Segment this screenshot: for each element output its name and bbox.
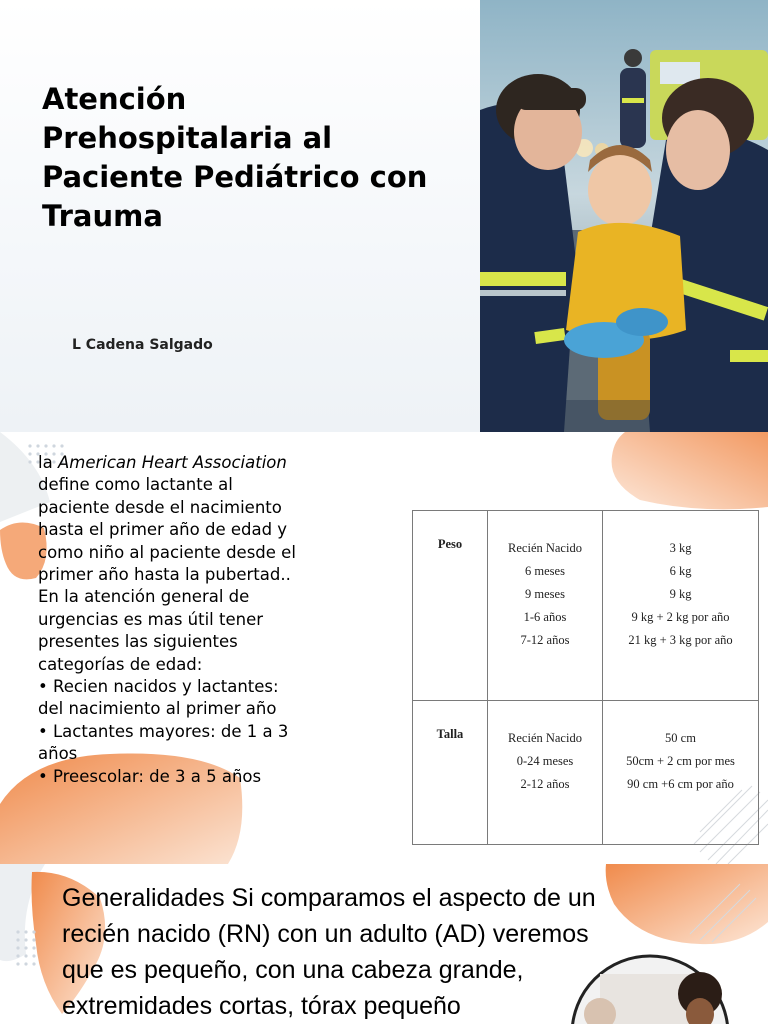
age-column-cell [488,511,603,701]
bullet-item: • Preescolar: de 3 a 5 años [38,766,262,786]
table-cell: 9 kg [669,587,692,601]
table-cell: 0-24 meses [516,754,574,768]
table-cell: 7-12 años [520,633,570,647]
table-cell: 9 meses [525,587,565,601]
value-column-cell [603,701,759,845]
intro-rest: define como lactante al paciente desde el nacimiento hasta el primer año de edad y como niño al paciente desde el primer año hasta la pubertad.. En la atención general de urgencias es mas útil tener presentes las siguientes categorías de edad: [38,475,296,674]
table-cell: 1-6 años [523,610,567,624]
row-header: Peso [413,511,488,701]
table-cell: 6 kg [669,564,692,578]
aha-name: American Heart Association [57,453,287,472]
table-cell: 50cm + 2 cm por mes [626,754,735,768]
bullet-item: • Recien nacidos y lactantes: del nacimiento al primer año [38,677,279,719]
table-cell: 90 cm +6 cm por año [627,777,734,791]
intro-prefix: la [38,453,58,472]
weight-height-table [412,510,759,845]
table-row [413,511,759,701]
age-definition-text [38,452,308,788]
table-cell: 6 meses [525,564,565,578]
row-header: Talla [413,701,488,845]
generalities-slide [0,864,768,1024]
age-column-cell [488,701,603,845]
table-cell: Recién Nacido [508,731,582,745]
bullet-item: • Lactantes mayores: de 1 a 3 años [38,721,289,764]
table-row [413,701,759,845]
generalities-text: Generalidades Si comparamos el aspecto de un recién nacido (RN) con un adulto (AD) veremos que es pequeño, con una cabeza grande, extremidades cortas, tórax pequeño [62,884,596,1020]
table-cell: Recién Nacido [508,541,582,555]
slide-title: Atención Prehospitalaria al Paciente Pediátrico con Trauma [42,82,428,233]
intro-paragraph [38,452,308,676]
table-cell: 3 kg [669,541,692,555]
table-cell: 2-12 años [520,777,570,791]
table-cell: 21 kg + 3 kg por año [628,633,733,647]
age-categories-slide [0,432,768,864]
value-column-cell [603,511,759,701]
table-cell: 9 kg + 2 kg por año [631,610,730,624]
table-cell: 50 cm [665,731,696,745]
title-slide [0,0,768,432]
paramedics-child-photo [480,0,768,432]
author-name: L Cadena Salgado [72,337,213,353]
